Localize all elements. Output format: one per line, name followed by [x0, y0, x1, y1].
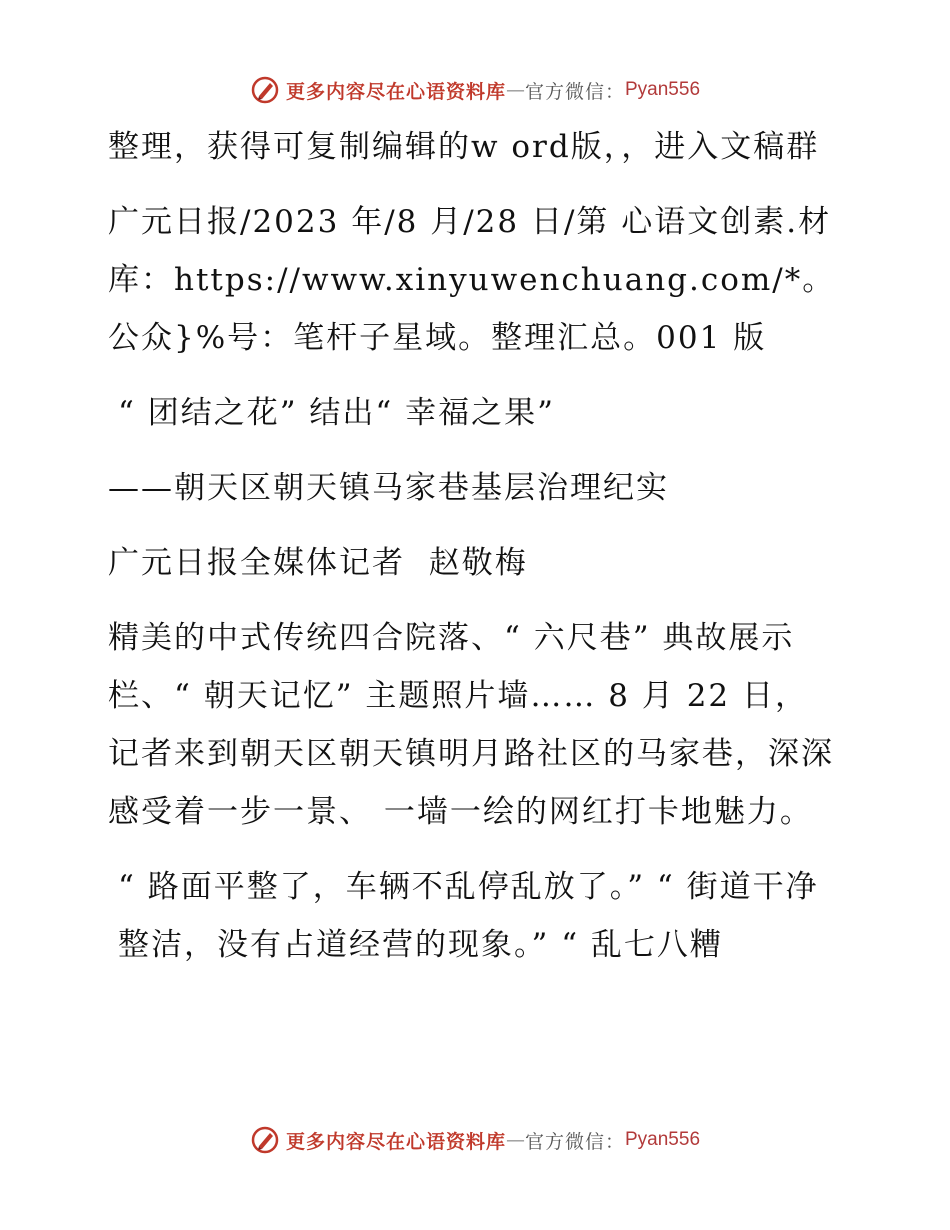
banner-dash: —: [505, 79, 525, 101]
pen-logo-icon: [250, 75, 280, 105]
article-paragraph: “ 路面平整了，车辆不乱停乱放了。” “ 街道干净整洁，没有占道经营的现象。” “ 乱七八糟: [118, 869, 819, 963]
article-title: “ 团结之花” 结出“ 幸福之果”: [118, 395, 555, 431]
banner-dash: —: [505, 1129, 525, 1151]
banner-main-text: 更多内容尽在心语资料库: [285, 1130, 506, 1153]
banner-wechat-handle: Pyan556: [625, 1129, 701, 1150]
document-body: [98, 118, 838, 991]
footer-watermark-banner: [0, 1120, 950, 1160]
article-paragraph: 精美的中式传统四合院落、“ 六尺巷” 典故展示栏、“ 朝天记忆” 主题照片墙…… 8 月 22 日，记者来到朝天区朝天镇明月路社区的马家巷，深深感受着一步一景、 一墙一绘的网红打卡地魅力。: [108, 620, 834, 830]
paragraph-intro: 整理，获得可复制编辑的w ord版，，进入文稿群: [108, 129, 820, 165]
banner-official-label: 官方微信：: [524, 80, 625, 103]
pen-logo-icon: [250, 1125, 280, 1155]
article-subtitle: ——朝天区朝天镇马家巷基层治理纪实: [108, 470, 669, 506]
header-watermark-banner: [0, 70, 950, 110]
banner-official-label: 官方微信：: [524, 1130, 625, 1153]
article-byline: 广元日报全媒体记者 赵敬梅: [108, 545, 528, 581]
paragraph-source: 广元日报/2023 年/8 月/28 日/第 心语文创素.材库：https://www.xinyuwenchuang.com/*。公众}%号：笔杆子星域。整理汇总。001 版: [108, 204, 836, 356]
banner-main-text: 更多内容尽在心语资料库: [285, 80, 506, 103]
banner-wechat-handle: Pyan556: [625, 79, 701, 100]
